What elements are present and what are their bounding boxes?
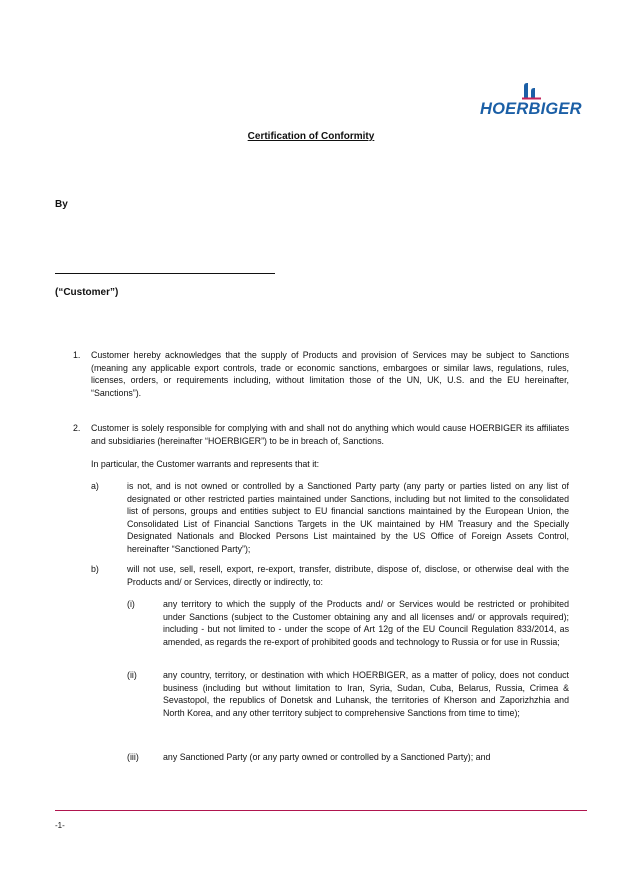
point-roman: (iii): [127, 752, 139, 762]
item-text: Customer is solely responsible for complying with and shall not do anything which would cause HOERBIGER its affiliates and subsidiaries (hereinafter “HOERBIGER”) to be in breach of, Sanctions.: [91, 423, 569, 446]
subitem-text: will not use, sell, resell, export, re-export, transfer, distribute, dispose of, disclose, or otherwise deal with the Products and/ or Services, directly or indirectly, to:: [127, 564, 569, 587]
customer-signature-line: [55, 273, 275, 274]
page-number: -1-: [55, 821, 65, 830]
document-title: Certification of Conformity: [247, 131, 375, 142]
point-roman: (ii): [127, 670, 137, 680]
customer-label: (“Customer”): [55, 287, 119, 298]
logo-mark-icon: [520, 82, 544, 100]
item-intro: In particular, the Customer warrants and represents that it:: [91, 459, 320, 469]
point-roman: (i): [127, 599, 135, 609]
subitem-letter: b): [91, 564, 99, 574]
point-text: any country, territory, or destination with which HOERBIGER, as a matter of policy, does not conduct business (including but without limitation to Iran, Syria, Sudan, Cuba, Belarus, Russia, Crimea & Sevastopol, the republics of Donetsk and Luhansk, the territories of Kherson and Zaporizhzhia and North Korea, and any other territory subject to comprehensive Sanctions from time to time);: [163, 670, 569, 718]
item-number: 2.: [73, 423, 81, 433]
point-text: any territory to which the supply of the Products and/ or Services would be restricted or prohibited under Sanctions (subject to the Customer obtaining any and all licenses and/ or approvals required); including - but not limited to - under the scope of Art 12g of the EU Council Regulation 833/2014, as amended, as regards the re-export of prohibited goods and technology to Russia or for use in Russia;: [163, 599, 569, 647]
subitem-text: is not, and is not owned or controlled by a Sanctioned Party party (any party or parties listed on any list of designated or other restricted parties maintained under Sanctions, including but not limited to the consolidated list of persons, groups and entities subject to EU financial sanctions maintained by the European Union, the Consolidated List of Financial Sanctions Targets in the UK maintained by HM Treasury and the Specially Designated Nationals and Blocked Persons List maintained by the US Office of Foreign Assets Control, hereinafter “Sanctioned Party”);: [127, 481, 569, 554]
item-text: Customer hereby acknowledges that the supply of Products and provision of Services may be subject to Sanctions (meaning any applicable export controls, trade or economic sanctions, embargoes or similar laws, regulations, rules, licenses, orders, or requirements including, without limitation those of the UN, UK, U.S. and the EU hereinafter, “Sanctions”).: [91, 350, 569, 398]
subitem-letter: a): [91, 481, 99, 491]
by-label: By: [55, 199, 68, 210]
footer-rule: [55, 810, 587, 811]
hoerbiger-logo: [480, 82, 588, 122]
point-text: any Sanctioned Party (or any party owned or controlled by a Sanctioned Party); and: [163, 752, 491, 762]
logo-text: HOERBIGER: [480, 100, 582, 118]
item-number: 1.: [73, 350, 81, 360]
